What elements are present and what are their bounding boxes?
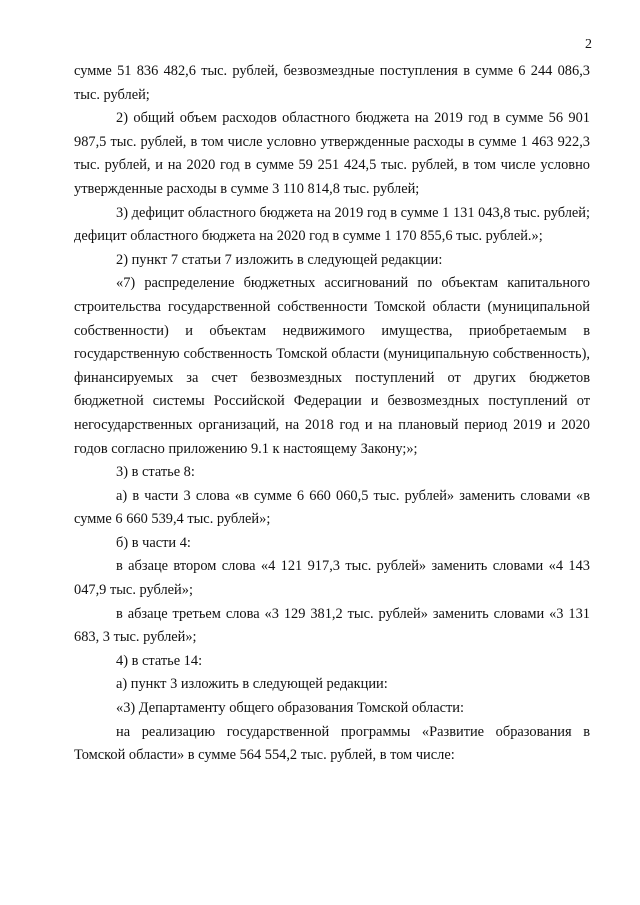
paragraph: в абзаце втором слова «4 121 917,3 тыс. рублей» заменить словами «4 143 047,9 тыс. рублей»; <box>74 558 590 599</box>
paragraph: 3) в статье 8: <box>116 464 195 481</box>
paragraph: а) пункт 3 изложить в следующей редакции: <box>116 676 388 693</box>
paragraph: сумме 51 836 482,6 тыс. рублей, безвозмездные поступления в сумме 6 244 086,3 тыс. рублей; <box>74 63 590 103</box>
page-number: 2 <box>585 37 592 52</box>
paragraph: 3) дефицит областного бюджета на 2019 год в сумме 1 131 043,8 тыс. рублей; дефицит областного бюджета на 2020 год в сумме 1 170 855,6 тыс. рублей.»; <box>74 204 590 245</box>
paragraph: 4) в статье 14: <box>116 652 203 669</box>
paragraph: 2) общий объем расходов областного бюджета на 2019 год в сумме 56 901 987,5 тыс. рублей, в том числе условно утвержденные расходы в сумме 1 463 922,3 тыс. рублей, и на 2020 год в сумме 59 251 424,5 тыс. рублей, в том числе условно утвержденные расходы в сумме 3 110 814,8 тыс. рублей; <box>74 110 590 197</box>
document-body <box>74 60 590 768</box>
paragraph: «3) Департаменту общего образования Томской области: <box>116 700 465 717</box>
paragraph: на реализацию государственной программы «Развитие образования в Томской области» в сумме 564 554,2 тыс. рублей, в том числе: <box>74 723 590 764</box>
paragraph: «7) распределение бюджетных ассигнований по объектам капитального строительства государственной собственности Томской области (муниципальной собственности) и объектам недвижимого имущества, приобретаемым в государственную собственность Томской области (муниципальную собственность), финансируемых за счет безвозмездных поступлений от других бюджетов бюджетной системы Российской Федерации и безвозмездных поступлений от негосударственных организаций, на 2018 год и на плановый период 2019 и 2020 годов согласно приложению 9.1 к настоящему Закону;»; <box>74 275 590 457</box>
paragraph: в абзаце третьем слова «3 129 381,2 тыс. рублей» заменить словами «3 131 683, 3 тыс. рублей»; <box>74 605 590 646</box>
paragraph: а) в части 3 слова «в сумме 6 660 060,5 тыс. рублей» заменить словами «в сумме 6 660 539,4 тыс. рублей»; <box>74 487 590 528</box>
paragraph: б) в части 4: <box>116 534 191 551</box>
paragraph: 2) пункт 7 статьи 7 изложить в следующей редакции: <box>116 251 443 268</box>
